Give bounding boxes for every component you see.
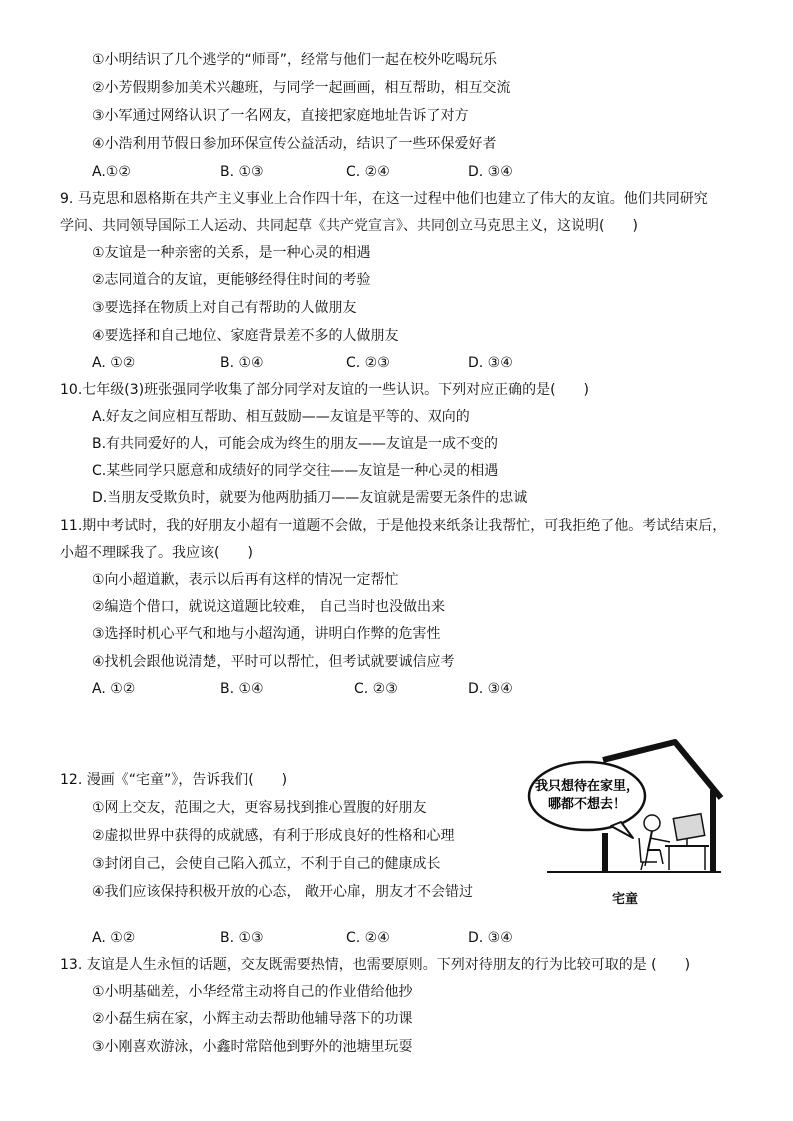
- q8-option-2: ②小芳假期参加美术兴趣班，与同学一起画画，相互帮助，相互交流: [92, 80, 511, 96]
- q12-option-1: ①网上交友，范围之大，更容易找到推心置腹的好朋友: [92, 800, 427, 816]
- q10-option-a: A.好友之间应相互帮助、相互鼓励——友谊是平等的、双向的: [92, 409, 470, 425]
- q11-option-3: ③选择时机心平气和地与小超沟通，讲明白作弊的危害性: [92, 626, 441, 642]
- q9-answer-a: A. ①②: [92, 355, 136, 371]
- q12-option-3: ③封闭自己，会使自己陷入孤立，不利于自己的健康成长: [92, 856, 441, 872]
- q9-option-4: ④要选择和自己地位、家庭背景差不多的人做朋友: [92, 328, 399, 344]
- q11-stem-line2: 小超不理睬我了。我应该( ): [60, 545, 253, 561]
- cartoon-caption: 宅童: [612, 892, 639, 907]
- q8-answer-a: A.①②: [92, 164, 131, 180]
- cartoon-illustration: [525, 738, 725, 903]
- q12-answer-c: C. ②④: [346, 930, 390, 946]
- q12-option-4: ④我们应该保持积极开放的心态， 敞开心扉，朋友才不会错过: [92, 884, 473, 900]
- q11-answer-a: A. ①②: [92, 681, 136, 697]
- q9-option-2: ②志同道合的友谊，更能够经得住时间的考验: [92, 272, 371, 288]
- q13-stem: 13. 友谊是人生永恒的话题，交友既需要热情，也需要原则。下列对待朋友的行为比较可取的是 ( ): [60, 957, 691, 973]
- q8-option-1: ①小明结识了几个逃学的“师哥”，经常与他们一起在校外吃喝玩乐: [92, 52, 498, 68]
- q9-stem-line2: 学问、共同领导国际工人运动、共同起草《共产党宣言》、共同创立马克思主义，这说明( ): [60, 218, 638, 234]
- q11-option-4: ④找机会跟他说清楚，平时可以帮忙，但考试就要诚信应考: [92, 654, 455, 670]
- q8-answer-d: D. ③④: [468, 164, 513, 180]
- q8-option-3: ③小军通过网络认识了一名网友，直接把家庭地址告诉了对方: [92, 108, 469, 124]
- q8-option-4: ④小浩利用节假日参加环保宣传公益活动，结识了一些环保爱好者: [92, 136, 497, 152]
- cartoon-bubble-line1: 我只想待在家里，: [534, 779, 640, 794]
- q10-option-b: B.有共同爱好的人，可能会成为终生的朋友——友谊是一成不变的: [92, 436, 499, 452]
- q12-answer-d: D. ③④: [468, 930, 513, 946]
- q11-answer-c: C. ②③: [354, 681, 398, 697]
- cartoon-bubble-line2: 哪都不想去！: [547, 797, 627, 812]
- q9-option-1: ①友谊是一种亲密的关系，是一种心灵的相遇: [92, 245, 371, 261]
- q8-answer-b: B. ①③: [220, 164, 264, 180]
- q8-answer-c: C. ②④: [346, 164, 390, 180]
- q11-answer-b: B. ①④: [220, 681, 264, 697]
- q12-option-2: ②虚拟世界中获得的成就感，有利于形成良好的性格和心理: [92, 828, 455, 844]
- q12-answer-b: B. ①③: [220, 930, 264, 946]
- q9-stem-line1: 9. 马克思和恩格斯在共产主义事业上合作四十年，在这一过程中他们也建立了伟大的友谊。他们共同研究: [60, 191, 708, 207]
- q10-option-c: C.某些同学只愿意和成绩好的同学交往——友谊是一种心灵的相遇: [92, 463, 499, 479]
- q11-stem-line1: 11.期中考试时，我的好朋友小超有一道题不会做，于是他投来纸条让我帮忙，可我拒绝了他。考试结束后，: [60, 518, 727, 534]
- q11-answer-d: D. ③④: [468, 681, 513, 697]
- q12-answer-a: A. ①②: [92, 930, 136, 946]
- q9-answer-c: C. ②③: [346, 355, 390, 371]
- q9-option-3: ③要选择在物质上对自己有帮助的人做朋友: [92, 300, 357, 316]
- q13-option-2: ②小磊生病在家，小辉主动去帮助他辅导落下的功课: [92, 1011, 413, 1027]
- q10-stem: 10.七年级(3)班张强同学收集了部分同学对友谊的一些认识。下列对应正确的是( ): [60, 382, 590, 398]
- q12-stem: 12. 漫画《“宅童”》，告诉我们( ): [60, 772, 288, 788]
- q9-answer-d: D. ③④: [468, 355, 513, 371]
- q11-option-1: ①向小超道歉，表示以后再有这样的情况一定帮忙: [92, 572, 399, 588]
- q10-option-d: D.当朋友受欺负时，就要为他两肋插刀——友谊就是需要无条件的忠诚: [92, 490, 528, 506]
- q13-option-1: ①小明基础差，小华经常主动将自己的作业借给他抄: [92, 984, 413, 1000]
- q9-answer-b: B. ①④: [220, 355, 264, 371]
- q11-option-2: ②编造个借口，就说这道题比较难， 自己当时也没做出来: [92, 599, 445, 615]
- q13-option-3: ③小刚喜欢游泳，小鑫时常陪他到野外的池塘里玩耍: [92, 1039, 413, 1055]
